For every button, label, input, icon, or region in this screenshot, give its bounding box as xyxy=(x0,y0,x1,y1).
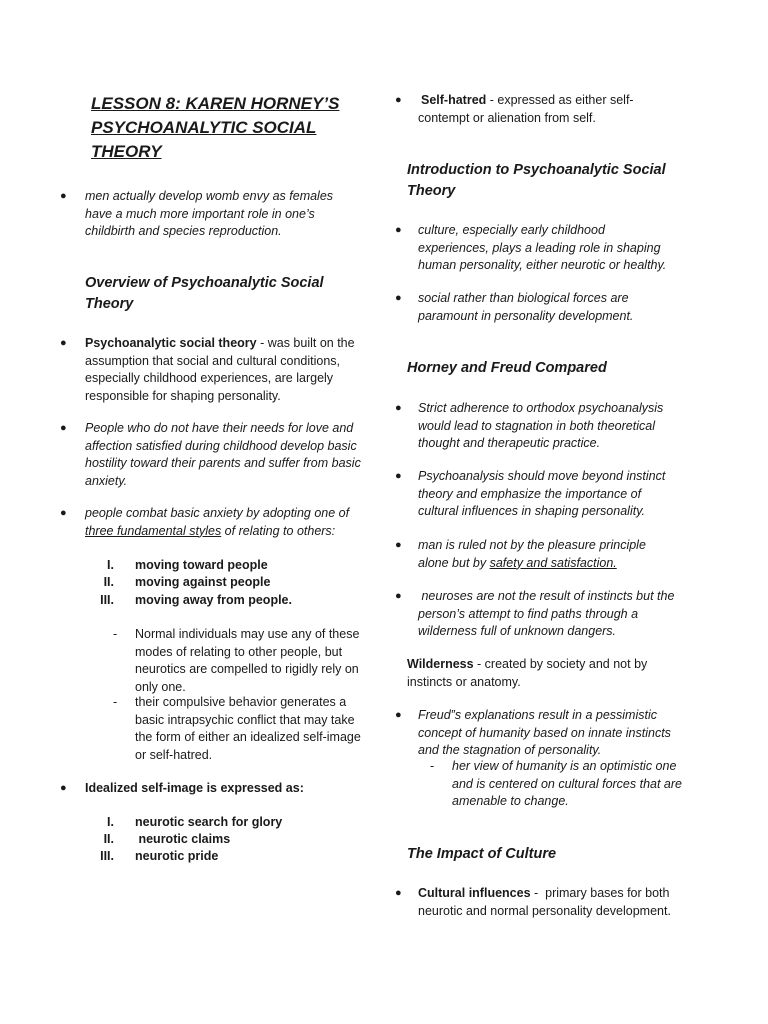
style-item: moving against people xyxy=(135,575,271,589)
roman-numeral: II. xyxy=(103,575,114,589)
bullet-dot: ● xyxy=(60,782,67,794)
pst-definition xyxy=(85,335,370,405)
safety-satisfaction-link: safety and satisfaction. xyxy=(489,555,617,570)
pleasure-principle-text xyxy=(418,537,678,572)
self-hatred-def: - expressed as either self-contempt or alienation from self. xyxy=(418,93,634,125)
dash-marker: - xyxy=(430,759,435,773)
bullet-dot: ● xyxy=(395,94,402,106)
culture-heading: The Impact of Culture xyxy=(407,846,557,862)
roman-numeral: I. xyxy=(107,558,114,572)
social-forces-text: social rather than biological forces are paramount in personality development. xyxy=(418,291,634,323)
move-beyond-text: Psychoanalysis should move beyond instinct theory and emphasize the importance of cultural influences in shaping personality. xyxy=(418,469,666,518)
roman-numeral: I. xyxy=(107,815,114,829)
overview-heading: Overview of Psychoanalytic Social Theory xyxy=(85,275,324,312)
optimistic-view-text: her view of humanity is an optimistic one and is centered on cultural forces that are amenable to change. xyxy=(452,759,682,808)
roman-numeral: III. xyxy=(100,849,114,863)
combat-text xyxy=(85,505,370,540)
idealized-item: neurotic claims xyxy=(135,832,231,846)
bullet-dot: ● xyxy=(395,292,402,304)
idealized-heading: Idealized self-image is expressed as: xyxy=(85,781,304,795)
roman-numeral: II. xyxy=(103,832,114,846)
culture-role-text: culture, especially early childhood experiences, plays a leading role in shaping human personality, either neurotic or healthy. xyxy=(418,223,667,272)
intro-heading: Introduction to Psychoanalytic Social Theory xyxy=(407,162,666,199)
bullet-dot: ● xyxy=(60,190,67,202)
page-title: LESSON 8: KAREN HORNEY’S PSYCHOANALYTIC SOCIAL THEORY xyxy=(91,94,340,161)
compulsive-behavior-text: their compulsive behavior generates a basic intrapsychic conflict that may take the form of either an idealized self-image or self-hatred. xyxy=(135,695,361,762)
bullet-dot: ● xyxy=(395,470,402,482)
neuroses-text: neuroses are not the result of instincts but the person’s attempt to find paths through a wilderness full of unknown dangers. xyxy=(418,589,678,638)
combat-pre: people combat basic anxiety by adopting one of xyxy=(85,506,350,520)
cultural-influences-definition xyxy=(418,885,683,920)
dash-marker: - xyxy=(113,695,118,709)
bullet-dot: ● xyxy=(395,590,402,602)
pst-def: - was built on the assumption that social and cultural conditions, especially childhood experiences, are largely responsible for shaping personality. xyxy=(85,336,355,403)
bullet-dot: ● xyxy=(395,709,402,721)
cultural-term: Cultural influences xyxy=(418,886,531,900)
bullet-dot: ● xyxy=(60,507,67,519)
cmp-b3-pre: man is ruled not by the pleasure principle alone but by xyxy=(418,538,646,570)
strict-adherence-text: Strict adherence to orthodox psychoanalysis would lead to stagnation in both theoretical thought and therapeutic practice. xyxy=(418,401,664,450)
freud-explanations-text: Freud”s explanations result in a pessimistic concept of humanity based on innate instincts and the stagnation of personality. xyxy=(418,708,671,757)
wilderness-term: Wilderness xyxy=(407,657,474,671)
self-hatred-term: Self-hatred xyxy=(421,93,487,107)
bullet-dot: ● xyxy=(60,337,67,349)
womb-envy-text: men actually develop womb envy as females have a much more important role in one’s childbirth and species reproduction. xyxy=(85,189,334,238)
three-styles-link: three fundamental styles xyxy=(85,523,222,538)
self-hatred-definition xyxy=(418,92,648,127)
style-item: moving toward people xyxy=(135,558,268,572)
bullet-dot: ● xyxy=(395,402,402,414)
bullet-dot: ● xyxy=(60,422,67,434)
bullet-dot: ● xyxy=(395,539,402,551)
dash-marker: - xyxy=(113,627,118,641)
compared-heading: Horney and Freud Compared xyxy=(407,360,607,376)
bullet-dot: ● xyxy=(395,887,402,899)
roman-numeral: III. xyxy=(100,593,114,607)
style-item: moving away from people. xyxy=(135,593,292,607)
pst-term: Psychoanalytic social theory xyxy=(85,336,257,350)
cultural-def: - primary bases for both neurotic and normal personality development. xyxy=(418,886,673,918)
wilderness-def: - created by society and not by instincts or anatomy. xyxy=(407,657,648,689)
bullet-dot: ● xyxy=(395,224,402,236)
normal-individuals-text: Normal individuals may use any of these modes of relating to other people, but neurotics are compelled to rigidly rely on only one. xyxy=(135,627,360,694)
idealized-item: neurotic pride xyxy=(135,849,219,863)
combat-post: of relating to others: xyxy=(221,523,336,538)
idealized-item: neurotic search for glory xyxy=(135,815,283,829)
basic-anxiety-text: People who do not have their needs for love and affection satisfied during childhood develop basic hostility toward their parents and suffer from basic anxiety. xyxy=(85,421,361,488)
wilderness-definition xyxy=(407,656,667,691)
